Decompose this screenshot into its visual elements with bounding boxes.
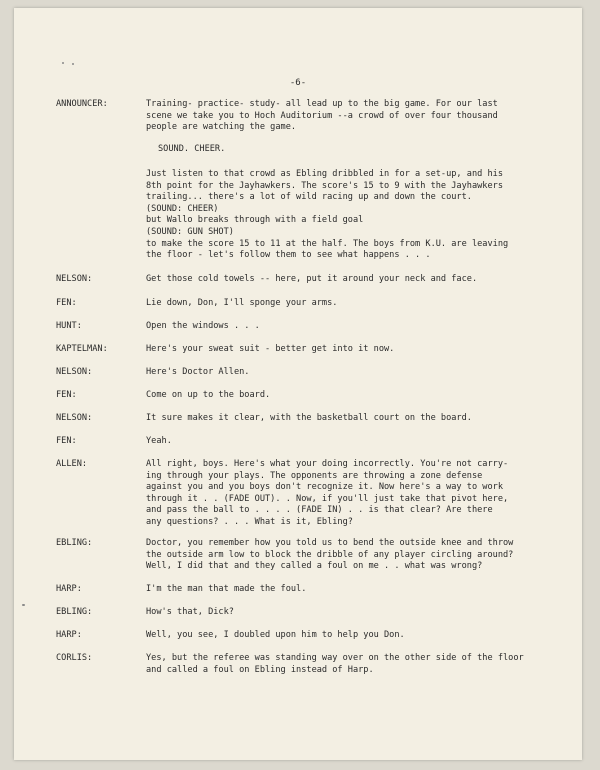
dialogue-text (146, 169, 574, 262)
speaker-name: HUNT: (56, 321, 82, 331)
text-line: How's that, Dick? (146, 607, 234, 617)
text-line: It sure makes it clear, with the basketball court on the board. (146, 413, 472, 423)
speaker-name: FEN: (56, 436, 77, 446)
text-line: Lie down, Don, I'll sponge your arms. (146, 298, 338, 308)
speaker-name: EBLING: (56, 607, 93, 617)
speaker-name: NELSON: (56, 274, 93, 284)
text-line: any questions? . . . What is it, Ebling? (146, 516, 353, 527)
text-line: Doctor, you remember how you told us to bend the outside knee and throw (146, 538, 514, 548)
text-line: people are watching the game. (146, 122, 297, 133)
dialogue-text (146, 367, 574, 379)
dialogue-text (146, 607, 574, 619)
speaker-name: ANNOUNCER: (56, 99, 108, 109)
speaker-name: NELSON: (56, 413, 93, 423)
speaker-name: HARP: (56, 584, 82, 594)
dialogue-text (146, 321, 574, 333)
dialogue-text (146, 274, 574, 286)
paper-speck (22, 604, 25, 606)
text-line: Open the windows . . . (146, 321, 260, 331)
text-line: SOUND. CHEER. (158, 144, 226, 154)
text-line: scene we take you to Hoch Auditorium --a crowd of over four thousand (146, 110, 498, 121)
speaker-name: EBLING: (56, 538, 93, 548)
speaker-name: HARP: (56, 630, 82, 640)
text-line: Just listen to that crowd as Ebling dribbled in for a set-up, and his (146, 169, 503, 179)
text-line: Well, I did that and they called a foul on me . . what was wrong? (146, 561, 483, 572)
text-line: Training- practice- study- all lead up to the big game. For our last (146, 99, 498, 109)
text-line: against you and you boys don't recognize it. Now here's a way to work (146, 482, 503, 493)
dialogue-text (146, 144, 574, 156)
dialogue-text (146, 298, 574, 310)
dialogue-text (146, 344, 574, 356)
speaker-name: NELSON: (56, 367, 93, 377)
text-line: Here's your sweat suit - better get into it now. (146, 344, 395, 354)
text-line: Well, you see, I doubled upon him to help you Don. (146, 630, 405, 640)
text-line: the floor - let's follow them to see what happens . . . (146, 250, 431, 261)
paper-speck (62, 62, 64, 64)
text-line: Come on up to the board. (146, 390, 271, 400)
speaker-name: FEN: (56, 298, 77, 308)
text-line: but Wallo breaks through with a field goal (146, 215, 364, 226)
dialogue-text (146, 459, 574, 529)
speaker-name: CORLIS: (56, 653, 93, 663)
text-line: I'm the man that made the foul. (146, 584, 307, 594)
page-number: -6- (289, 78, 307, 88)
text-line: Yeah. (146, 436, 172, 446)
dialogue-text (146, 653, 574, 676)
document-page (14, 8, 582, 760)
text-line: through it . . (FADE OUT). . Now, if you'll just take that pivot here, (146, 493, 509, 504)
dialogue-text (146, 413, 574, 425)
text-line: and pass the ball to . . . . (FADE IN) . . is that clear? Are there (146, 505, 493, 516)
dialogue-text (146, 390, 574, 402)
text-line: 8th point for the Jayhawkers. The score's 15 to 9 with the Jayhawkers (146, 180, 503, 191)
text-line: ing through your plays. The opponents are throwing a zone defense (146, 470, 483, 481)
dialogue-text (146, 436, 574, 448)
text-line: (SOUND: GUN SHOT) (146, 226, 234, 237)
dialogue-text (146, 584, 574, 596)
text-line: All right, boys. Here's what your doing incorrectly. You're not carry- (146, 459, 509, 469)
speaker-name: FEN: (56, 390, 77, 400)
text-line: Here's Doctor Allen. (146, 367, 250, 377)
text-line: and called a foul on Ebling instead of Harp. (146, 664, 374, 675)
dialogue-text (146, 538, 574, 573)
paper-speck (72, 63, 74, 65)
text-line: the outside arm low to block the dribble of any player circling around? (146, 549, 514, 560)
text-line: trailing... there's a lot of wild racing up and down the court. (146, 192, 472, 203)
speaker-name: ALLEN: (56, 459, 88, 469)
text-line: (SOUND: CHEER) (146, 203, 219, 214)
text-line: to make the score 15 to 11 at the half. The boys from K.U. are leaving (146, 238, 509, 249)
text-line: Get those cold towels -- here, put it around your neck and face. (146, 274, 478, 284)
text-line: Yes, but the referee was standing way over on the other side of the floor (146, 653, 524, 663)
dialogue-text (146, 99, 574, 134)
speaker-name: KAPTELMAN: (56, 344, 108, 354)
dialogue-text (146, 630, 574, 642)
